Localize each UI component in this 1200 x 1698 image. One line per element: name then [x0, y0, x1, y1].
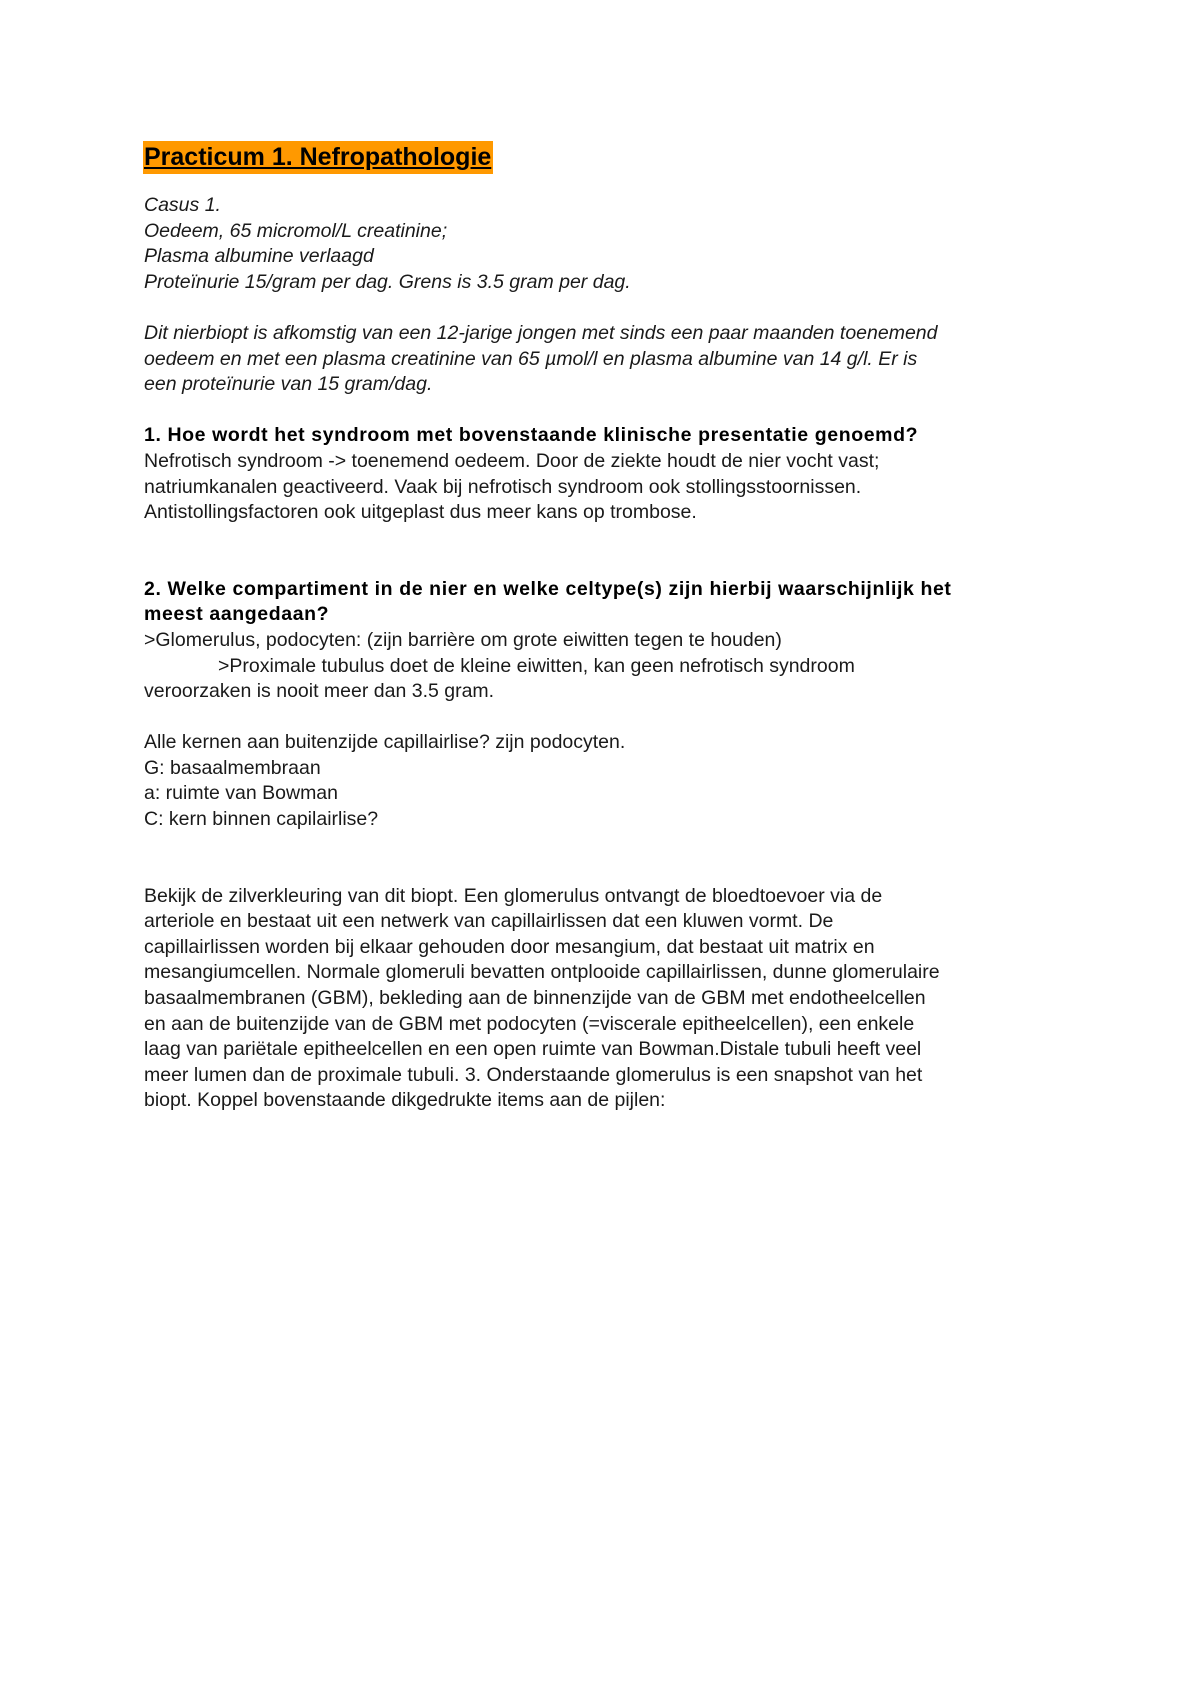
intro-line: oedeem en met een plasma creatinine van 65 µmol/l en plasma albumine van 14 g/l. Er is — [144, 347, 918, 370]
casus-line: Casus 1. — [144, 194, 221, 216]
description-paragraph — [144, 884, 1064, 1114]
answer-2-line-indented: >Proximale tubulus doet de kleine eiwitten, kan geen nefrotisch syndroom — [218, 654, 855, 677]
question-2-line: 2. Welke compartiment in de nier en welke celtype(s) zijn hierbij waarschijnlijk het — [144, 577, 952, 600]
casus-line: Proteïnurie 15/gram per dag. Grens is 3.5 gram per dag. — [144, 270, 631, 293]
note-line: G: basaalmembraan — [144, 756, 321, 779]
intro-line: een proteïnurie van 15 gram/dag. — [144, 373, 433, 396]
casus-line: Plasma albumine verlaagd — [144, 245, 374, 268]
paragraph-line: en aan de buitenzijde van de GBM met podocyten (=viscerale epitheelcellen), een enkele — [144, 1012, 915, 1035]
casus-block — [144, 193, 1064, 295]
question-1-block — [144, 423, 1064, 525]
paragraph-line: capillairlissen worden bij elkaar gehouden door mesangium, dat bestaat uit matrix en — [144, 935, 875, 958]
note-line: Alle kernen aan buitenzijde capillairlise? zijn podocyten. — [144, 731, 626, 754]
paragraph-line: basaalmembranen (GBM), bekleding aan de binnenzijde van de GBM met endotheelcellen — [144, 987, 926, 1010]
paragraph-line: mesangiumcellen. Normale glomeruli bevatten ontplooide capillairlissen, dunne glomerulaire — [144, 961, 940, 984]
casus-line: Oedeem, 65 micromol/L creatinine; — [144, 219, 448, 242]
question-2-block — [144, 577, 1064, 705]
note-line: a: ruimte van Bowman — [144, 782, 339, 805]
note-line: C: kern binnen capilairlise? — [144, 808, 379, 831]
answer-2-line: veroorzaken is nooit meer dan 3.5 gram. — [144, 680, 495, 703]
document-content — [144, 141, 1064, 1114]
question-2-line: meest aangedaan? — [144, 603, 330, 626]
intro-line: Dit nierbiopt is afkomstig van een 12-jarige jongen met sinds een paar maanden toenemend — [144, 321, 938, 344]
paragraph-line: biopt. Koppel bovenstaande dikgedrukte items aan de pijlen: — [144, 1089, 666, 1112]
paragraph-line: meer lumen dan de proximale tubuli. 3. Onderstaande glomerulus is een snapshot van het — [144, 1063, 923, 1086]
notes-block — [144, 730, 1064, 832]
answer-1-line: natriumkanalen geactiveerd. Vaak bij nefrotisch syndroom ook stollingsstoornissen. — [144, 475, 862, 498]
document-title: Practicum 1. Nefropathologie — [143, 141, 493, 174]
question-1: 1. Hoe wordt het syndroom met bovenstaande klinische presentatie genoemd? — [144, 424, 919, 447]
paragraph-line: laag van pariëtale epitheelcellen en een open ruimte van Bowman.Distale tubuli heeft veel — [144, 1038, 922, 1061]
answer-1-line: Antistollingsfactoren ook uitgeplast dus meer kans op trombose. — [144, 501, 697, 524]
casus-intro — [144, 321, 1064, 398]
answer-1-line: Nefrotisch syndroom -> toenemend oedeem. Door de ziekte houdt de nier vocht vast; — [144, 449, 880, 472]
paragraph-line: arteriole en bestaat uit een netwerk van capillairlissen dat een kluwen vormt. De — [144, 910, 834, 933]
answer-2-line: >Glomerulus, podocyten: (zijn barrière om grote eiwitten tegen te houden) — [144, 628, 782, 651]
paragraph-line: Bekijk de zilverkleuring van dit biopt. Een glomerulus ontvangt de bloedtoevoer via de — [144, 884, 883, 907]
